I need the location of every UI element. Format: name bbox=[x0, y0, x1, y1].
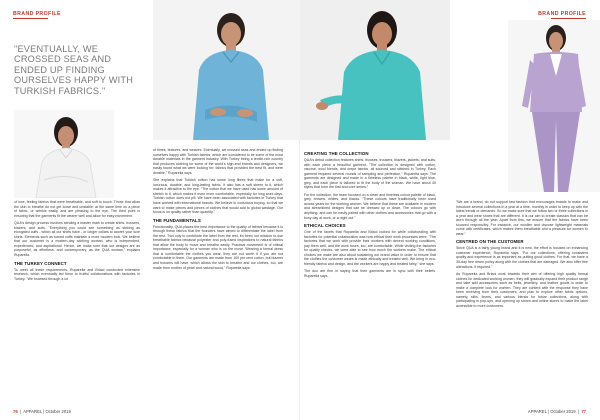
paragraph-cotton: She explains that Turkish cotton has some long fibres that make for a soft, luxurious, durable, and long-lasting fabric. It also has a soft sheen to it, which makes it attractive to the eye. "The cotton that we have used has some amount of stretch to it, which makes it even more comfortable, especially for long work days. Turkish cotton does not pill. We have been associated with factories in Turkey that have worked with international brands. We believe in conscious buying, so that we want to make pieces and pieces of clothes that would add to global wastage. Our focus is on quality rather than quantity." bbox=[153, 178, 283, 215]
page-number-right: 77 bbox=[581, 409, 586, 414]
footer-left: 76 | APPAREL | October 2019 bbox=[13, 409, 71, 414]
header-rule bbox=[551, 18, 586, 19]
subhead-turkey-connect: THE TURKEY CONNECT bbox=[14, 260, 67, 266]
subhead-fundamentals: THE FUNDAMENTALS bbox=[153, 217, 201, 223]
photo-model-white-shirt bbox=[14, 110, 114, 198]
footer-right: APPAREL | October 2019 | 77 bbox=[527, 409, 586, 414]
pull-quote: "EVENTUALLY, WE CROSSED SEAS AND ENDED UP FINDING OURSELVES HAPPY WITH TURKISH FABRICS." bbox=[14, 44, 134, 96]
paragraph-future: As Ruparelia and Brlaoi work towards their aim of offering high quality formal clothes for dedicated working women, they will gradually expand their product range and take add accessories such as belts, jewellery, and leather goods in order to make a complete look for women. They are content with the response they have been receiving from their customers, and plan to explore other fabric options, namely, silks, linens, and various blends for future collections, along with participating in pop-ups, and opening up stores and online stores to make the label accessible to more customers. bbox=[456, 272, 588, 308]
paragraph-collection: QUA's debut collection features shirts, blouses, trousers, blazers, jackets, and suits, with each piece a beautiful garment. "The collection is designed with cotton, viscose, wool blends, and crepe fabrics, all sourced and stitched in Turkey. Each garment required several rounds of sampling and perfection," Ruparelia says. The garments are designed and made in a timeless palette in black, white, light blue, grey, and each piece is tailored to fit the body of the woman. We have about 40 styles that form the first and core series." bbox=[304, 158, 436, 190]
subhead-ethical-choices: ETHICAL CHOICES bbox=[304, 223, 346, 229]
left-column-2 bbox=[153, 148, 283, 273]
footer-publication-left: APPAREL | October 2019 bbox=[23, 409, 71, 414]
photo-model-teal-shirt bbox=[300, 0, 450, 140]
paragraph-beliefs: The duo are firm in saying that their garments are in sync with their beliefs. Ruparelia says, bbox=[304, 269, 436, 279]
right-column-2 bbox=[456, 200, 588, 311]
photo-model-lilac-suit bbox=[508, 20, 600, 192]
paragraph-fabrics: of times, textures, and weaves. Eventually, we crossed seas and ended up finding ourselves happy with Turkish fabrics, which are considered to be some of the most durable materials in the garment industry. With Turkey being a textile-rich country that produces clothing for some of the world's high-end brands and designers, we easily found what we were looking for: fabrics that provided the best fit, and were durable," Ruparelia says. bbox=[153, 148, 283, 175]
paragraph-customer: Since QUA is a fairly young brand and it is new, the effort is focused on enhancing customer experience, Ruparelia says. "For our collections, offering consistent quality and experience is as important as putting good clothes. For that, we have a 30-day free return policy along with the clothes that are damaged. We also offer free alterations, if required." bbox=[456, 246, 588, 269]
left-column-1-body bbox=[14, 200, 140, 284]
paragraph-design: QUA's design process involves sending a master mark to create shirts, trousers, blazers, and suits. "Everything you could see something as striking as elongated cuffs - which all our shirts have - or longer collars to accent your luxe shirts. Elements such as turned cuffs maintain a more modern look. We believe that our customer is a modern-day working woman, who is independent, experienced, and aspirational. Hence, we make sure that our designs are as purposeful, as effortless, and contemporary, as the QUA woman," explains Ruparelia. bbox=[14, 221, 140, 258]
paragraph-fast-fashion: "We are a brand, do not support fast fashion that encourages brands to make and introduce several collections in a year at a time, monthly in order to keep up with the latest trends or demands. So we make sure that we follow two or three collections in a year and wear shoes that are different. It is our aim to create classics that can be worn through all the year. Apart from this, we ensure that the fabrics have been sourced responsibly. For instance, our woollen and viscose lightweight materials come with certificates, which makes them breathable and a pleasure for women to wear." bbox=[456, 200, 588, 236]
subhead-centred-customer: CENTRED ON THE CUSTOMER bbox=[456, 239, 524, 245]
subhead-creating-collection: CREATING THE COLLECTION bbox=[304, 151, 369, 156]
paragraph-fundamentals: Functionality, QUA places the best importance to the quality of fabrics because it is through these fabrics that the founders have aimed to differentiate the label from the rest. "Not only to contribute the label from the rest, it's been our mission to use breathable fabrics because polyester and poly-fused inspirations to natural fabrics that allow the body to move and breathe easily. Practical movement is of critical importance, especially for a woman who is on the move. Wearing a formal dress that is comfortable the clothes you wear, they are not worth it if you are not comfortable in them. Our garments are made from 100 per cent cotton, but blazers and trousers will have, which allows the skin to breathe and our clothes, too, are made from mother of pearl and natural wood," Ruparelia says. bbox=[153, 224, 283, 270]
right-column-1 bbox=[304, 148, 436, 282]
paragraph-palette: For the collection, the team focused on a clean and timeless colour palette of black, grey, browns, whites, and blacks. "These colours have traditionally been used across years for the working women. We believe that these are available in modern and streamlined designs that can be dressed up or down. The colours go with anything, and can be easily paired with other clothes and accessories that go with a busy day at work, or a night out." bbox=[304, 192, 436, 220]
header-rule bbox=[13, 18, 48, 19]
paragraph-turkey: To meet all these requirements, Ruparelia and Brlaoi conducted extensive research, which eventually led them to fruitful collaborations with factories in Turkey. "We browsed through a lot bbox=[14, 267, 140, 281]
page-number-left: 76 bbox=[13, 409, 18, 414]
paragraph-intro: of luxe, feeling fabrics that were breathable, and soft to touch. Those that allow the skin to breathe do not get loose and unstable; at the same time on a piece of fabric, or wrinkle easily, and are pleasing to the eye. The third point is ensuring that the garments fit the wearer well and allow for easy movement. bbox=[14, 200, 140, 218]
section-label: BRAND PROFILE bbox=[538, 11, 586, 17]
paragraph-ethical: One of the facets that Ruparelia and Brlaoi looked for while collaborating with factories for potential collaboration was how ethical their work processes were. "The factories that we work with provide their workers with decent working conditions, pay them well, and the work hours, too, are comfortable. While visiting the factories for quality checks, we were able to see how much the workers make. The ethical choices we make are also about sustaining our brand value in order to ensure that the clothes the customer wears is made ethically and treated well. We bring in eco-friendly fabrics and design, and the workers are happy and treated fairly," she says. bbox=[304, 230, 436, 266]
section-label: BRAND PROFILE bbox=[13, 11, 61, 17]
photo-model-blue-shirt bbox=[153, 0, 300, 140]
footer-publication-right: APPAREL | October 2019 bbox=[527, 409, 576, 414]
right-page bbox=[300, 0, 600, 420]
